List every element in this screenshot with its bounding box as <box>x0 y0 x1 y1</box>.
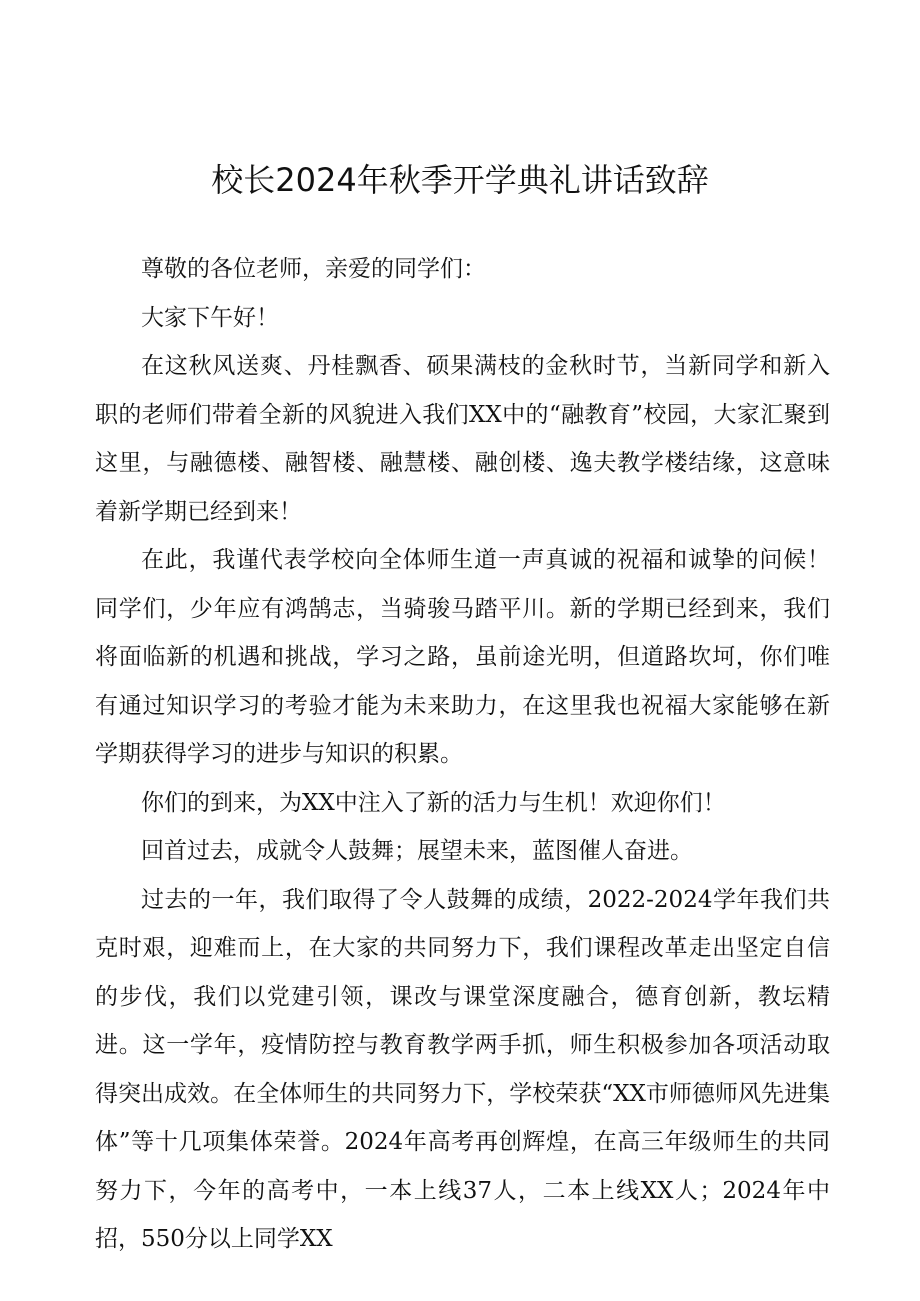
body-paragraph: 在这秋风送爽、丹桂飘香、硕果满枝的金秋时节，当新同学和新入职的老师们带着全新的风貌进入我们XX中的“融教育”校园，大家汇聚到这里，与融德楼、融智楼、融慧楼、融创楼、逸夫教学楼结缘，这意味着新学期已经到来！ <box>95 353 830 525</box>
body-paragraph: 过去的一年，我们取得了令人鼓舞的成绩，2022-2024学年我们共克时艰，迎难而上，在大家的共同努力下，我们课程改革走出坚定自信的步伐，我们以党建引领，课改与课堂深度融合，德育创新，教坛精进。这一学年，疫情防控与教育教学两手抓，师生积极参加各项活动取得突出成效。在全体师生的共同努力下，学校荣获“XX市师德师风先进集体”等十几项集体荣誉。2024年高考再创辉煌，在高三年级师生的共同努力下，今年的高考中，一本上线37人，二本上线XX人；2024年中招，550分以上同学XX <box>95 886 830 1252</box>
body-paragraph: 你们的到来，为XX中注入了新的活力与生机！欢迎你们！ <box>141 789 726 816</box>
document-title: 校长2024年秋季开学典礼讲话致辞 <box>211 161 709 199</box>
body-paragraph: 在此，我谨代表学校向全体师生道一声真诚的祝福和诚挚的问候！同学们，少年应有鸿鹄志，当骑骏马踏平川。新的学期已经到来，我们将面临新的机遇和挑战，学习之路，虽前途光明，但道路坎坷，你们唯有通过知识学习的考验才能为未来助力，在这里我也祝福大家能够在新学期获得学习的进步与知识的积累。 <box>95 547 830 767</box>
salutation-paragraph: 尊敬的各位老师，亲爱的同学们： <box>141 256 486 282</box>
body-paragraph: 回首过去，成就令人鼓舞；展望未来，蓝图催人奋进。 <box>141 838 693 864</box>
document-body <box>95 245 830 1264</box>
greeting-paragraph: 大家下午好！ <box>141 304 279 331</box>
